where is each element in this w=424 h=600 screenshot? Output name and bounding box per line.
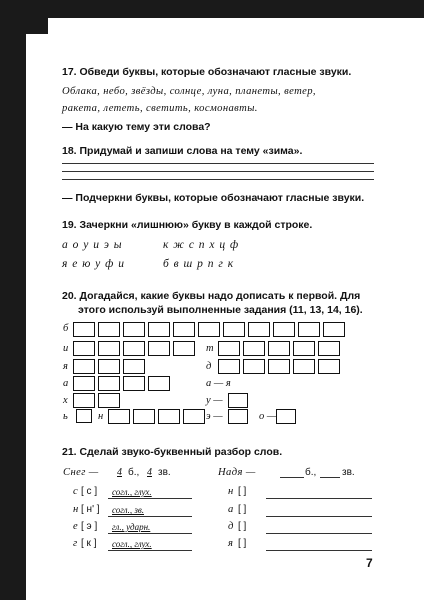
letter-box[interactable] — [273, 322, 295, 337]
letter-box[interactable] — [276, 409, 296, 424]
letter-box[interactable] — [228, 409, 248, 424]
row-sound: [ ] — [238, 538, 247, 549]
task20-heading-line2: этого используй выполненные задания (11, 13, 14, 16). — [78, 304, 363, 316]
letter-box[interactable] — [243, 359, 265, 374]
row-note: согл., глух. — [112, 487, 152, 497]
row-note: согл., глух. — [112, 539, 152, 549]
letter-box[interactable] — [218, 359, 240, 374]
task17-words-line2: ракета, лететь, светить, космонавты. — [62, 103, 258, 114]
task18-heading: 18. Придумай и запиши слова на тему «зима». — [62, 145, 303, 157]
row-label: н — [98, 411, 104, 422]
letter-box[interactable] — [133, 409, 155, 424]
letter-box[interactable] — [73, 341, 95, 356]
scan-shadow-corner — [26, 18, 48, 34]
row-letter: н — [73, 504, 79, 515]
letter-box[interactable] — [248, 322, 270, 337]
row-sound: [ э ] — [81, 521, 98, 532]
letter-box[interactable] — [223, 322, 245, 337]
letter-box[interactable] — [98, 322, 120, 337]
letter-box[interactable] — [293, 341, 315, 356]
letter-box[interactable] — [73, 376, 95, 391]
letter-box[interactable] — [98, 359, 120, 374]
answer-line — [266, 533, 372, 534]
row-label: э — — [206, 411, 223, 422]
row-label: и — [63, 343, 69, 354]
letter-box[interactable] — [268, 359, 290, 374]
row-sound: [ ] — [238, 486, 247, 497]
letter-box[interactable] — [243, 341, 265, 356]
right-word: Надя — — [218, 467, 256, 478]
row-label: а — я — [206, 378, 231, 389]
answer-blank — [320, 477, 340, 478]
letter-count: 4 — [117, 467, 122, 478]
row-note: гл., ударн. — [112, 522, 151, 532]
row-label: б — [63, 323, 69, 334]
writing-line — [62, 179, 374, 180]
letter-box[interactable] — [318, 341, 340, 356]
sound-unit: зв. — [158, 467, 171, 478]
row-sound: [ к ] — [81, 538, 97, 549]
row-sound: [ с ] — [81, 486, 98, 497]
letter-box[interactable] — [108, 409, 130, 424]
letter-box[interactable] — [173, 322, 195, 337]
scan-shadow-left — [0, 0, 26, 600]
task20-heading-line1: 20. Догадайся, какие буквы надо дописать к первой. Для — [62, 290, 361, 302]
letter-box[interactable] — [198, 322, 220, 337]
letter-box[interactable] — [148, 341, 170, 356]
row-label: а — [63, 378, 69, 389]
answer-blank — [280, 477, 304, 478]
letter-box[interactable] — [148, 322, 170, 337]
task19-row1-left: а о у и э ы — [62, 239, 123, 251]
task19-heading: 19. Зачеркни «лишнюю» букву в каждой строке. — [62, 219, 313, 231]
row-note: согл., зв. — [112, 505, 145, 515]
letter-box[interactable] — [123, 376, 145, 391]
letter-box[interactable] — [123, 341, 145, 356]
writing-line — [62, 163, 374, 164]
letter-box[interactable] — [123, 359, 145, 374]
row-letter: д — [228, 521, 234, 532]
answer-line — [108, 498, 192, 499]
row-label: ь — [63, 411, 68, 422]
letter-box[interactable] — [76, 409, 92, 423]
letter-box[interactable] — [148, 376, 170, 391]
sound-count: 4 — [147, 467, 152, 478]
letter-box[interactable] — [98, 341, 120, 356]
task17-question: — На какую тему эти слова? — [62, 121, 211, 133]
row-letter: с — [73, 486, 79, 497]
letter-box[interactable] — [218, 341, 240, 356]
letter-box[interactable] — [318, 359, 340, 374]
task17-heading: 17. Обведи буквы, которые обозначают гласные звуки. — [62, 66, 352, 78]
writing-line — [62, 171, 374, 172]
answer-line — [266, 516, 372, 517]
row-sound: [ ] — [238, 521, 247, 532]
letter-box[interactable] — [123, 322, 145, 337]
answer-line — [266, 498, 372, 499]
sound-unit: зв. — [342, 467, 355, 478]
row-letter: е — [73, 521, 79, 532]
scan-shadow-top — [0, 0, 424, 18]
task19-row2-right: б в ш р п г к — [163, 258, 235, 270]
answer-line — [266, 550, 372, 551]
letter-box[interactable] — [73, 322, 95, 337]
letter-box[interactable] — [98, 393, 120, 408]
row-label: х — [63, 395, 68, 406]
answer-line — [108, 516, 192, 517]
task19-row2-left: я е ю у ф и — [62, 258, 125, 270]
task19-row1-right: к ж с п х ц ф — [163, 239, 240, 251]
row-label: я — [63, 361, 68, 372]
letter-unit: б., — [305, 467, 317, 478]
letter-box[interactable] — [298, 322, 320, 337]
row-label: д — [206, 361, 212, 372]
letter-box[interactable] — [228, 393, 248, 408]
task17-words-line1: Облака, небо, звёзды, солнце, луна, планеты, ветер, — [62, 86, 316, 97]
page-number: 7 — [366, 556, 373, 570]
letter-box[interactable] — [73, 359, 95, 374]
letter-box[interactable] — [268, 341, 290, 356]
row-letter: а — [228, 504, 234, 515]
row-label: о — — [259, 411, 277, 422]
row-sound: [ ] — [238, 504, 247, 515]
letter-box[interactable] — [98, 376, 120, 391]
row-letter: н — [228, 486, 234, 497]
letter-box[interactable] — [158, 409, 180, 424]
row-letter: г — [73, 538, 78, 549]
task18-instruction: — Подчеркни буквы, которые обозначают гласные звуки. — [62, 192, 365, 204]
letter-box[interactable] — [73, 393, 95, 408]
answer-line — [108, 550, 192, 551]
answer-line — [108, 533, 192, 534]
letter-box[interactable] — [323, 322, 345, 337]
letter-box[interactable] — [173, 341, 195, 356]
task21-heading: 21. Сделай звуко-буквенный разбор слов. — [62, 446, 283, 458]
row-label: у — — [206, 395, 223, 406]
letter-unit: б., — [128, 467, 140, 478]
row-label: т — [206, 343, 214, 354]
left-word: Снег — — [63, 467, 99, 478]
letter-box[interactable] — [293, 359, 315, 374]
row-sound: [ н' ] — [81, 504, 100, 515]
row-letter: я — [228, 538, 234, 549]
letter-box[interactable] — [183, 409, 205, 424]
